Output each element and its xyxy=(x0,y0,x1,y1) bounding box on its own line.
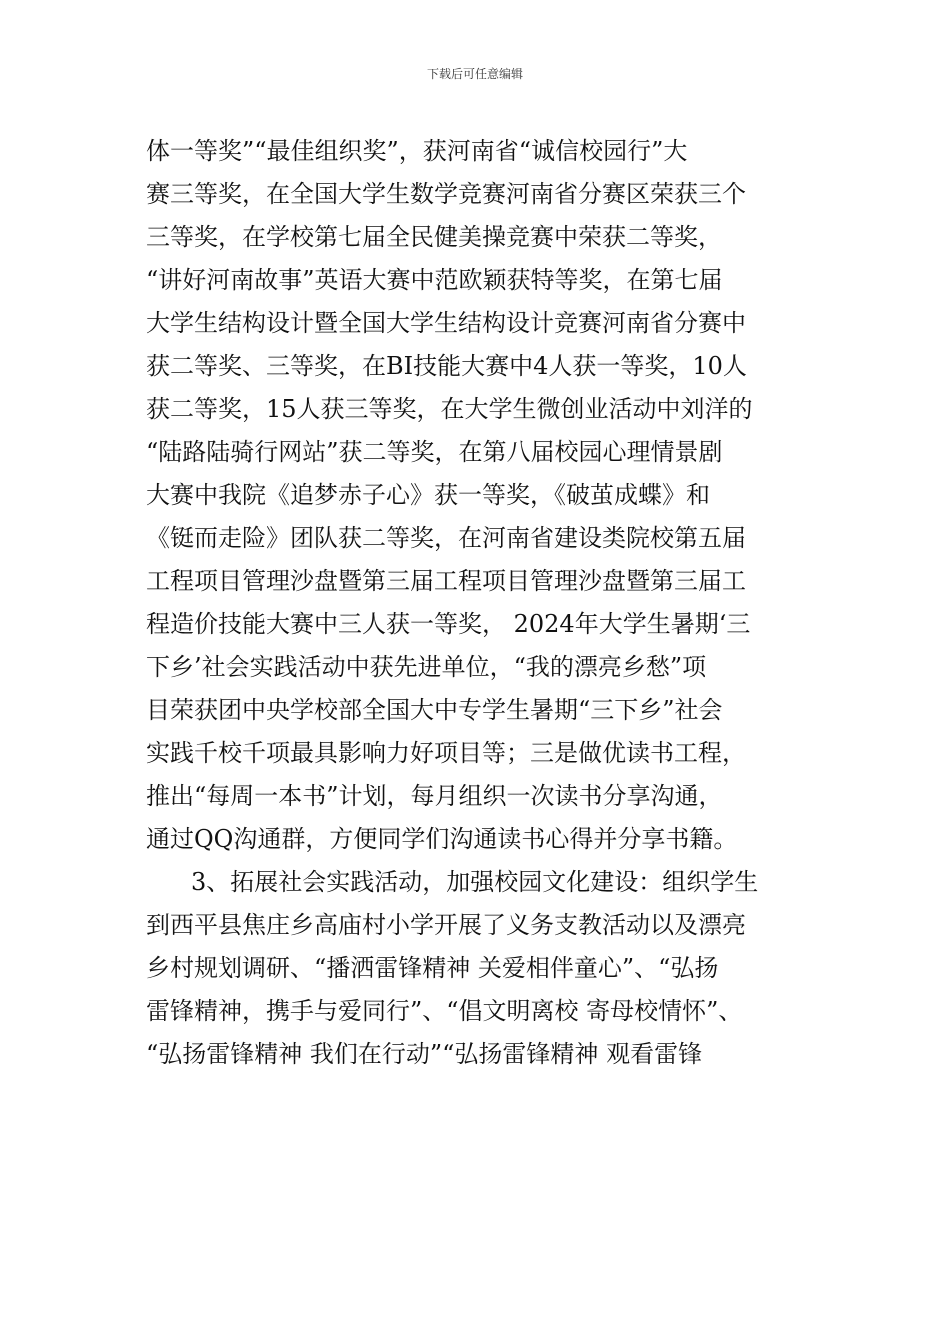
text-line: 乡村规划调研、“播洒雷锋精神 关爱相伴童心”、“弘扬 xyxy=(146,954,719,982)
paragraph-awards xyxy=(146,130,826,861)
text-line: 赛三等奖，在全国大学生数学竞赛河南省分赛区荣获三个 xyxy=(146,180,746,208)
document-body xyxy=(146,130,826,1076)
text-line: 下乡’社会实践活动中获先进单位，“我的漂亮乡愁”项 xyxy=(146,653,707,681)
text-line: 获二等奖，15人获三等奖，在大学生微创业活动中刘洋的 xyxy=(146,395,753,423)
page-header: 下载后可任意编辑 xyxy=(426,67,523,81)
text-line: 三等奖，在学校第七届全民健美操竞赛中荣获二等奖， xyxy=(146,223,722,251)
text-line: 通过QQ沟通群，方便同学们沟通读书心得并分享书籍。 xyxy=(146,825,738,853)
text-line: 目荣获团中央学校部全国大中专学生暑期“三下乡”社会 xyxy=(146,696,723,724)
paragraph-social-practice xyxy=(146,861,826,1076)
text-line: 工程项目管理沙盘暨第三届工程项目管理沙盘暨第三届工 xyxy=(146,567,746,595)
text-line: 大赛中我院《追梦赤子心》获一等奖，《破茧成蝶》和 xyxy=(146,481,710,509)
text-line: 《铤而走险》团队获二等奖，在河南省建设类院校第五届 xyxy=(146,524,746,552)
text-line: 3、拓展社会实践活动，加强校园文化建设：组织学生 xyxy=(191,868,759,896)
text-line: 体一等奖”“最佳组织奖”，获河南省“诚信校园行”大 xyxy=(146,137,688,165)
text-line: 到西平县焦庄乡高庙村小学开展了义务支教活动以及漂亮 xyxy=(146,911,746,939)
text-line: “弘扬雷锋精神 我们在行动”“弘扬雷锋精神 观看雷锋 xyxy=(146,1040,703,1068)
text-line: 雷锋精神，携手与爱同行”、“倡文明离校 寄母校情怀”、 xyxy=(146,997,743,1025)
text-line: 程造价技能大赛中三人获一等奖， 2024年大学生暑期‘三 xyxy=(146,610,751,638)
text-line: 实践千校千项最具影响力好项目等；三是做优读书工程， xyxy=(146,739,746,767)
text-line: “讲好河南故事”英语大赛中范欧颖获特等奖，在第七届 xyxy=(146,266,723,294)
text-line: 大学生结构设计暨全国大学生结构设计竞赛河南省分赛中 xyxy=(146,309,746,337)
text-line: 推出“每周一本书”计划，每月组织一次读书分享沟通， xyxy=(146,782,723,810)
text-line: 获二等奖、三等奖，在BI技能大赛中4人获一等奖，10人 xyxy=(146,352,747,380)
text-line: “陆路陆骑行网站”获二等奖，在第八届校园心理情景剧 xyxy=(146,438,723,466)
